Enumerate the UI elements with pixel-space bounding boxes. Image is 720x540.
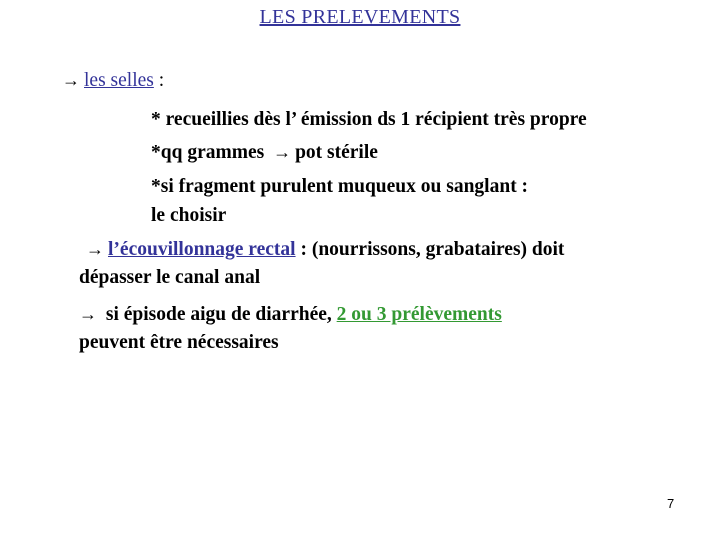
ecouvillonnage-text: : (nourrissons, grabataires) doit bbox=[295, 239, 565, 260]
page-title: LES PRELEVEMENTS bbox=[259, 6, 461, 28]
page-number: 7 bbox=[667, 496, 675, 511]
selles-detail-2b-text: pot stérile bbox=[295, 142, 378, 163]
episode-highlight-a: 2 ou 3 bbox=[336, 304, 387, 325]
selles-detail-2 bbox=[151, 143, 378, 163]
bullet-episode bbox=[79, 305, 502, 325]
arrow-icon: → bbox=[62, 70, 80, 90]
episode-text: si épisode aigu de diarrhée, bbox=[101, 304, 337, 325]
episode-continuation: peuvent être nécessaires bbox=[79, 332, 279, 353]
selles-detail-3: *si fragment purulent muqueux ou sanglant : bbox=[151, 176, 529, 197]
episode-highlight-b: prélèvements bbox=[386, 304, 502, 325]
selles-detail-1: * recueillies dès l’ émission ds 1 récipient très propre bbox=[151, 109, 587, 130]
arrow-icon: → bbox=[79, 304, 97, 324]
ecouvillonnage-continuation: dépasser le canal anal bbox=[79, 267, 261, 288]
bullet-ecouvillonnage bbox=[86, 240, 564, 260]
arrow-icon: → bbox=[86, 239, 104, 259]
ecouvillonnage-label: l’écouvillonnage rectal bbox=[108, 239, 296, 260]
selles-detail-2-text: *qq grammes bbox=[151, 142, 265, 163]
selles-label: les selles bbox=[84, 70, 154, 91]
selles-detail-4: le choisir bbox=[151, 205, 227, 226]
arrow-icon: → bbox=[273, 142, 292, 162]
bullet-selles bbox=[62, 71, 164, 91]
selles-suffix: : bbox=[153, 70, 165, 91]
